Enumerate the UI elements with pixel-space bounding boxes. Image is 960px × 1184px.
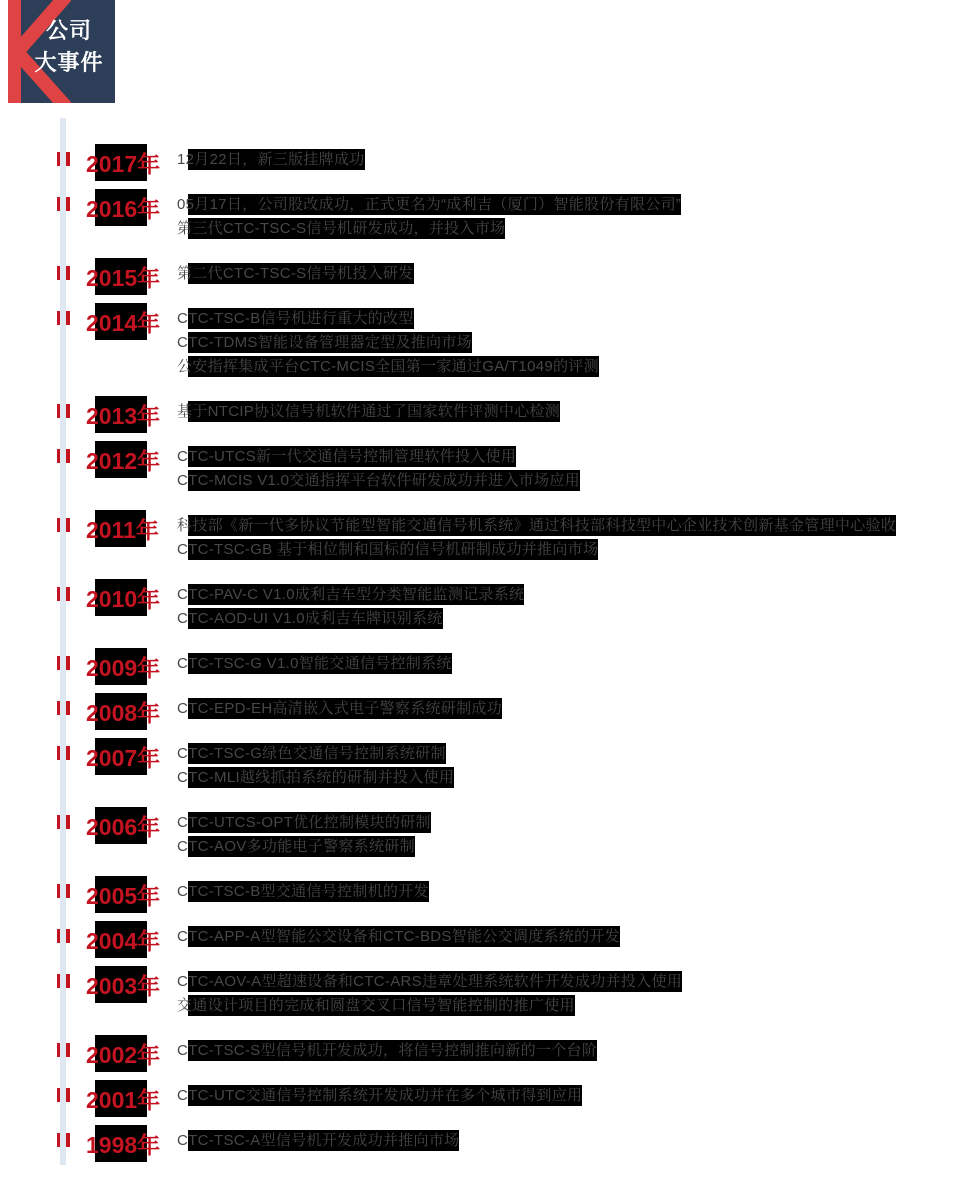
timeline-event-text: CTC-TSC-B信号机进行重大的改型 — [177, 310, 414, 327]
timeline-row — [0, 445, 960, 493]
timeline-row — [0, 880, 960, 909]
timeline-event-line — [177, 742, 960, 766]
timeline-event-line — [177, 1129, 960, 1153]
company-events-logo — [8, 0, 115, 103]
timeline-event-line — [177, 469, 960, 493]
timeline-event-text: CTC-TSC-G V1.0智能交通信号控制系统 — [177, 655, 452, 672]
timeline-events — [177, 400, 960, 424]
timeline-row — [0, 742, 960, 790]
timeline-event-line — [177, 880, 960, 904]
timeline-event-text: CTC-EPD-EH高清嵌入式电子警察系统研制成功 — [177, 700, 502, 717]
timeline-event-text: 科技部《新一代多协议节能型智能交通信号机系统》通过科技部科技型中心企业技术创新基金管理中心验收 — [177, 517, 897, 534]
timeline-event-text: CTC-PAV-C V1.0成利吉车型分类智能监测记录系统 — [177, 586, 525, 603]
timeline-event-line — [177, 652, 960, 676]
timeline-year-label: 2004年 — [86, 921, 160, 958]
timeline-year-label: 2002年 — [86, 1035, 160, 1072]
timeline-row — [0, 652, 960, 681]
timeline-year-label: 2014年 — [86, 303, 160, 340]
timeline-row — [0, 307, 960, 379]
timeline-event-text: CTC-UTC交通信号控制系统开发成功并在多个城市得到应用 — [177, 1087, 583, 1104]
timeline-event-text: 05月17日，公司股改成功，正式更名为“成利吉（厦门）智能股份有限公司” — [177, 196, 682, 213]
timeline-event-line — [177, 217, 960, 241]
timeline-event-text: CTC-AOV多功能电子警察系统研制 — [177, 838, 415, 855]
timeline-events — [177, 262, 960, 286]
timeline-row — [0, 583, 960, 631]
timeline-row — [0, 925, 960, 954]
timeline-event-text: CTC-TSC-G绿色交通信号控制系统研制 — [177, 745, 446, 762]
timeline-event-text: CTC-TSC-S型信号机开发成功，将信号控制推向新的一个台阶 — [177, 1042, 598, 1059]
timeline-events — [177, 307, 960, 379]
timeline-row — [0, 1129, 960, 1158]
timeline-year-label: 2003年 — [86, 966, 160, 1003]
timeline-event-line — [177, 994, 960, 1018]
timeline-event-text: CTC-UTCS-OPT优化控制模块的研制 — [177, 814, 431, 831]
timeline-row — [0, 514, 960, 562]
timeline-events — [177, 970, 960, 1018]
timeline-events — [177, 1039, 960, 1063]
timeline-row — [0, 148, 960, 177]
timeline-event-line — [177, 262, 960, 286]
timeline-events — [177, 1084, 960, 1108]
timeline-event-text: CTC-TSC-A型信号机开发成功并推向市场 — [177, 1132, 460, 1149]
timeline-event-line — [177, 193, 960, 217]
timeline-events — [177, 148, 960, 172]
timeline-event-text: CTC-AOV-A型超速设备和CTC-ARS违章处理系统软件开发成功并投入使用 — [177, 973, 683, 990]
timeline-row — [0, 697, 960, 726]
timeline-event-line — [177, 445, 960, 469]
timeline-event-line — [177, 355, 960, 379]
timeline-row — [0, 970, 960, 1018]
timeline-year-label: 2009年 — [86, 648, 160, 685]
timeline-year-label: 2012年 — [86, 441, 160, 478]
timeline-event-text: 交通设计项目的完成和圆盘交叉口信号智能控制的推广使用 — [177, 997, 575, 1014]
timeline-event-line — [177, 835, 960, 859]
timeline-event-text: 第二代CTC-TSC-S信号机投入研发 — [177, 265, 414, 282]
timeline-event-text: CTC-APP-A型智能公交设备和CTC-BDS智能公交调度系统的开发 — [177, 928, 621, 945]
timeline-event-text: 第三代CTC-TSC-S信号机研发成功，并投入市场 — [177, 220, 506, 237]
timeline-event-line — [177, 400, 960, 424]
timeline-events — [177, 925, 960, 949]
timeline-events — [177, 193, 960, 241]
timeline-year-label: 2013年 — [86, 396, 160, 433]
timeline-row — [0, 262, 960, 291]
timeline — [0, 148, 960, 1174]
timeline-events — [177, 811, 960, 859]
timeline-year-label: 2005年 — [86, 876, 160, 913]
timeline-events — [177, 697, 960, 721]
timeline-row — [0, 400, 960, 429]
timeline-event-text: CTC-MCIS V1.0交通指挥平台软件研发成功并进入市场应用 — [177, 472, 580, 489]
timeline-event-text: 公安指挥集成平台CTC-MCIS全国第一家通过GA/T1049的评测 — [177, 358, 599, 375]
timeline-event-text: CTC-TSC-B型交通信号控制机的开发 — [177, 883, 429, 900]
timeline-year-label: 1998年 — [86, 1125, 160, 1162]
logo-title-line2: 大事件 — [34, 50, 104, 75]
timeline-event-line — [177, 970, 960, 994]
timeline-events — [177, 583, 960, 631]
timeline-events — [177, 652, 960, 676]
timeline-event-text: CTC-TSC-GB 基于相位制和国标的信号机研制成功并推向市场 — [177, 541, 599, 558]
timeline-event-line — [177, 148, 960, 172]
timeline-event-line — [177, 331, 960, 355]
timeline-event-line — [177, 697, 960, 721]
timeline-event-line — [177, 1039, 960, 1063]
timeline-year-label: 2001年 — [86, 1080, 160, 1117]
timeline-event-line — [177, 583, 960, 607]
timeline-event-text: 12月22日，新三版挂牌成功 — [177, 151, 365, 168]
timeline-year-label: 2007年 — [86, 738, 160, 775]
timeline-line — [60, 118, 66, 1165]
timeline-event-text: CTC-AOD-UI V1.0成利吉车牌识别系统 — [177, 610, 443, 627]
timeline-event-text: CTC-MLI越线抓拍系统的研制并投入使用 — [177, 769, 455, 786]
timeline-events — [177, 514, 960, 562]
logo-title — [23, 15, 115, 79]
timeline-events — [177, 742, 960, 790]
timeline-year-label: 2006年 — [86, 807, 160, 844]
timeline-event-text: CTC-TDMS智能设备管理器定型及推向市场 — [177, 334, 472, 351]
timeline-events — [177, 1129, 960, 1153]
timeline-year-label: 2017年 — [86, 144, 160, 181]
timeline-event-line — [177, 766, 960, 790]
timeline-year-label: 2008年 — [86, 693, 160, 730]
timeline-event-line — [177, 607, 960, 631]
timeline-events — [177, 880, 960, 904]
timeline-event-line — [177, 538, 960, 562]
logo-title-line1: 公司 — [45, 18, 92, 43]
timeline-year-label: 2010年 — [86, 579, 160, 616]
timeline-event-line — [177, 307, 960, 331]
timeline-year-label: 2011年 — [86, 510, 159, 547]
timeline-row — [0, 193, 960, 241]
timeline-row — [0, 1039, 960, 1068]
timeline-event-line — [177, 514, 960, 538]
timeline-event-line — [177, 925, 960, 949]
timeline-year-label: 2016年 — [86, 189, 160, 226]
timeline-event-line — [177, 1084, 960, 1108]
timeline-year-label: 2015年 — [86, 258, 160, 295]
timeline-event-line — [177, 811, 960, 835]
timeline-row — [0, 1084, 960, 1113]
timeline-events — [177, 445, 960, 493]
timeline-row — [0, 811, 960, 859]
timeline-event-text: 基于NTCIP协议信号机软件通过了国家软件评测中心检测 — [177, 403, 561, 420]
timeline-event-text: CTC-UTCS新一代交通信号控制管理软件投入使用 — [177, 448, 517, 465]
